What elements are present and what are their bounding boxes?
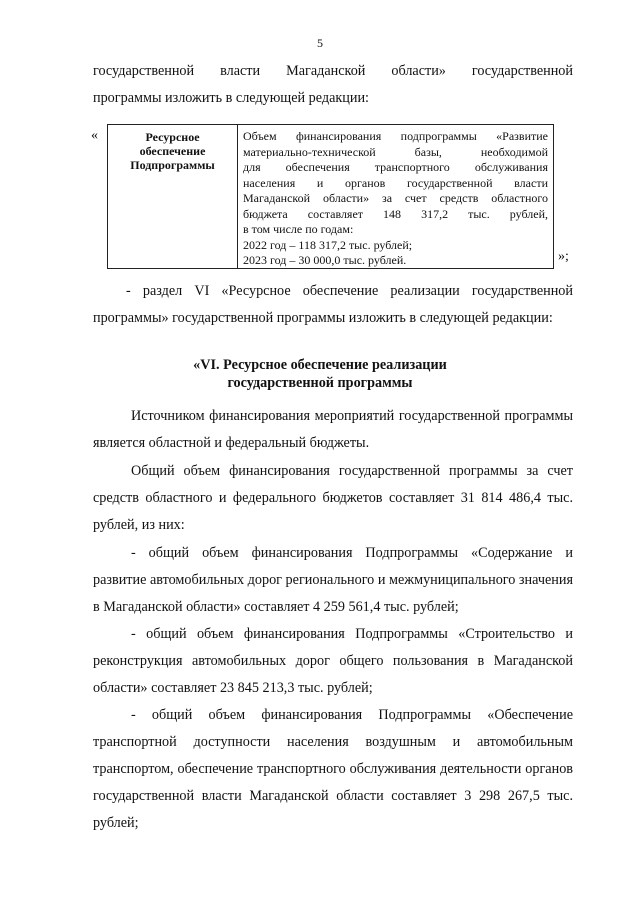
intro-line-1: государственной власти Магаданской области» государственной — [93, 63, 573, 79]
intro-line-2: программы изложить в следующей редакции: — [93, 90, 369, 106]
resource-value-line-4: населения и органов государственной власти — [243, 175, 548, 190]
table-quote-open: « — [91, 128, 98, 143]
resource-value-line-5: Магаданской области» за счет средств областного — [243, 191, 548, 205]
table-quote-close: »; — [558, 249, 569, 264]
paragraph-subprogram-roads-maintenance: - общий объем финансирования Подпрограммы «Содержание и развитие автомобильных дорог регионального и межмуниципального значения в Магаданской области» составляет 4 259 561,4 тыс. рублей; — [93, 545, 573, 615]
resource-label-line-1: Ресурсное — [145, 130, 200, 144]
resource-table — [107, 124, 554, 269]
intro-paragraph — [93, 58, 573, 112]
resource-value-line-3: для обеспечения транспортного обслуживания — [243, 160, 548, 174]
page-number: 5 — [317, 36, 323, 50]
section-intro-paragraph: - раздел VI «Ресурсное обеспечение реализации государственной программы» государственной программы изложить в следующей редакции: — [93, 283, 573, 326]
paragraph-funding-sources: Источником финансирования мероприятий государственной программы является областной и федеральный бюджеты. — [93, 408, 573, 451]
section-title-line-1: «VI. Ресурсное обеспечение реализации — [193, 357, 447, 373]
section-title — [0, 356, 640, 392]
resource-value-line-7: в том числе по годам: — [243, 222, 354, 236]
paragraph-subprogram-roads-construction: - общий объем финансирования Подпрограммы «Строительство и реконструкция автомобильных дорог общего пользования в Магаданской области» составляет 23 845 213,3 тыс. рублей; — [93, 626, 573, 696]
resource-label-line-2: обеспечение — [139, 144, 206, 158]
resource-table-label-cell — [108, 125, 238, 268]
resource-value-line-2: материально-технической базы, необходимой — [243, 144, 548, 159]
resource-value-line-6: бюджета составляет 148 317,2 тыс. рублей, — [243, 206, 548, 221]
resource-value-line-1: Объем финансирования подпрограммы «Развитие — [243, 129, 548, 143]
resource-label-line-3: Подпрограммы — [130, 158, 215, 172]
section-title-line-2: государственной программы — [227, 375, 413, 391]
resource-table-value-cell — [243, 129, 548, 269]
resource-value-line-9: 2023 год – 30 000,0 тыс. рублей. — [243, 253, 407, 267]
paragraph-total-funding: Общий объем финансирования государственной программы за счет средств областного и федерального бюджетов составляет 31 814 486,4 тыс. рублей, из них: — [93, 463, 573, 533]
paragraph-subprogram-transport-access: - общий объем финансирования Подпрограммы «Обеспечение транспортной доступности населения воздушным и автомобильным транспортом, обеспечение транспортного обслуживания деятельности органов государственной власти Магаданской области составляет 3 298 267,5 тыс. рублей; — [93, 707, 573, 831]
resource-value-line-8: 2022 год – 118 317,2 тыс. рублей; — [243, 237, 413, 252]
